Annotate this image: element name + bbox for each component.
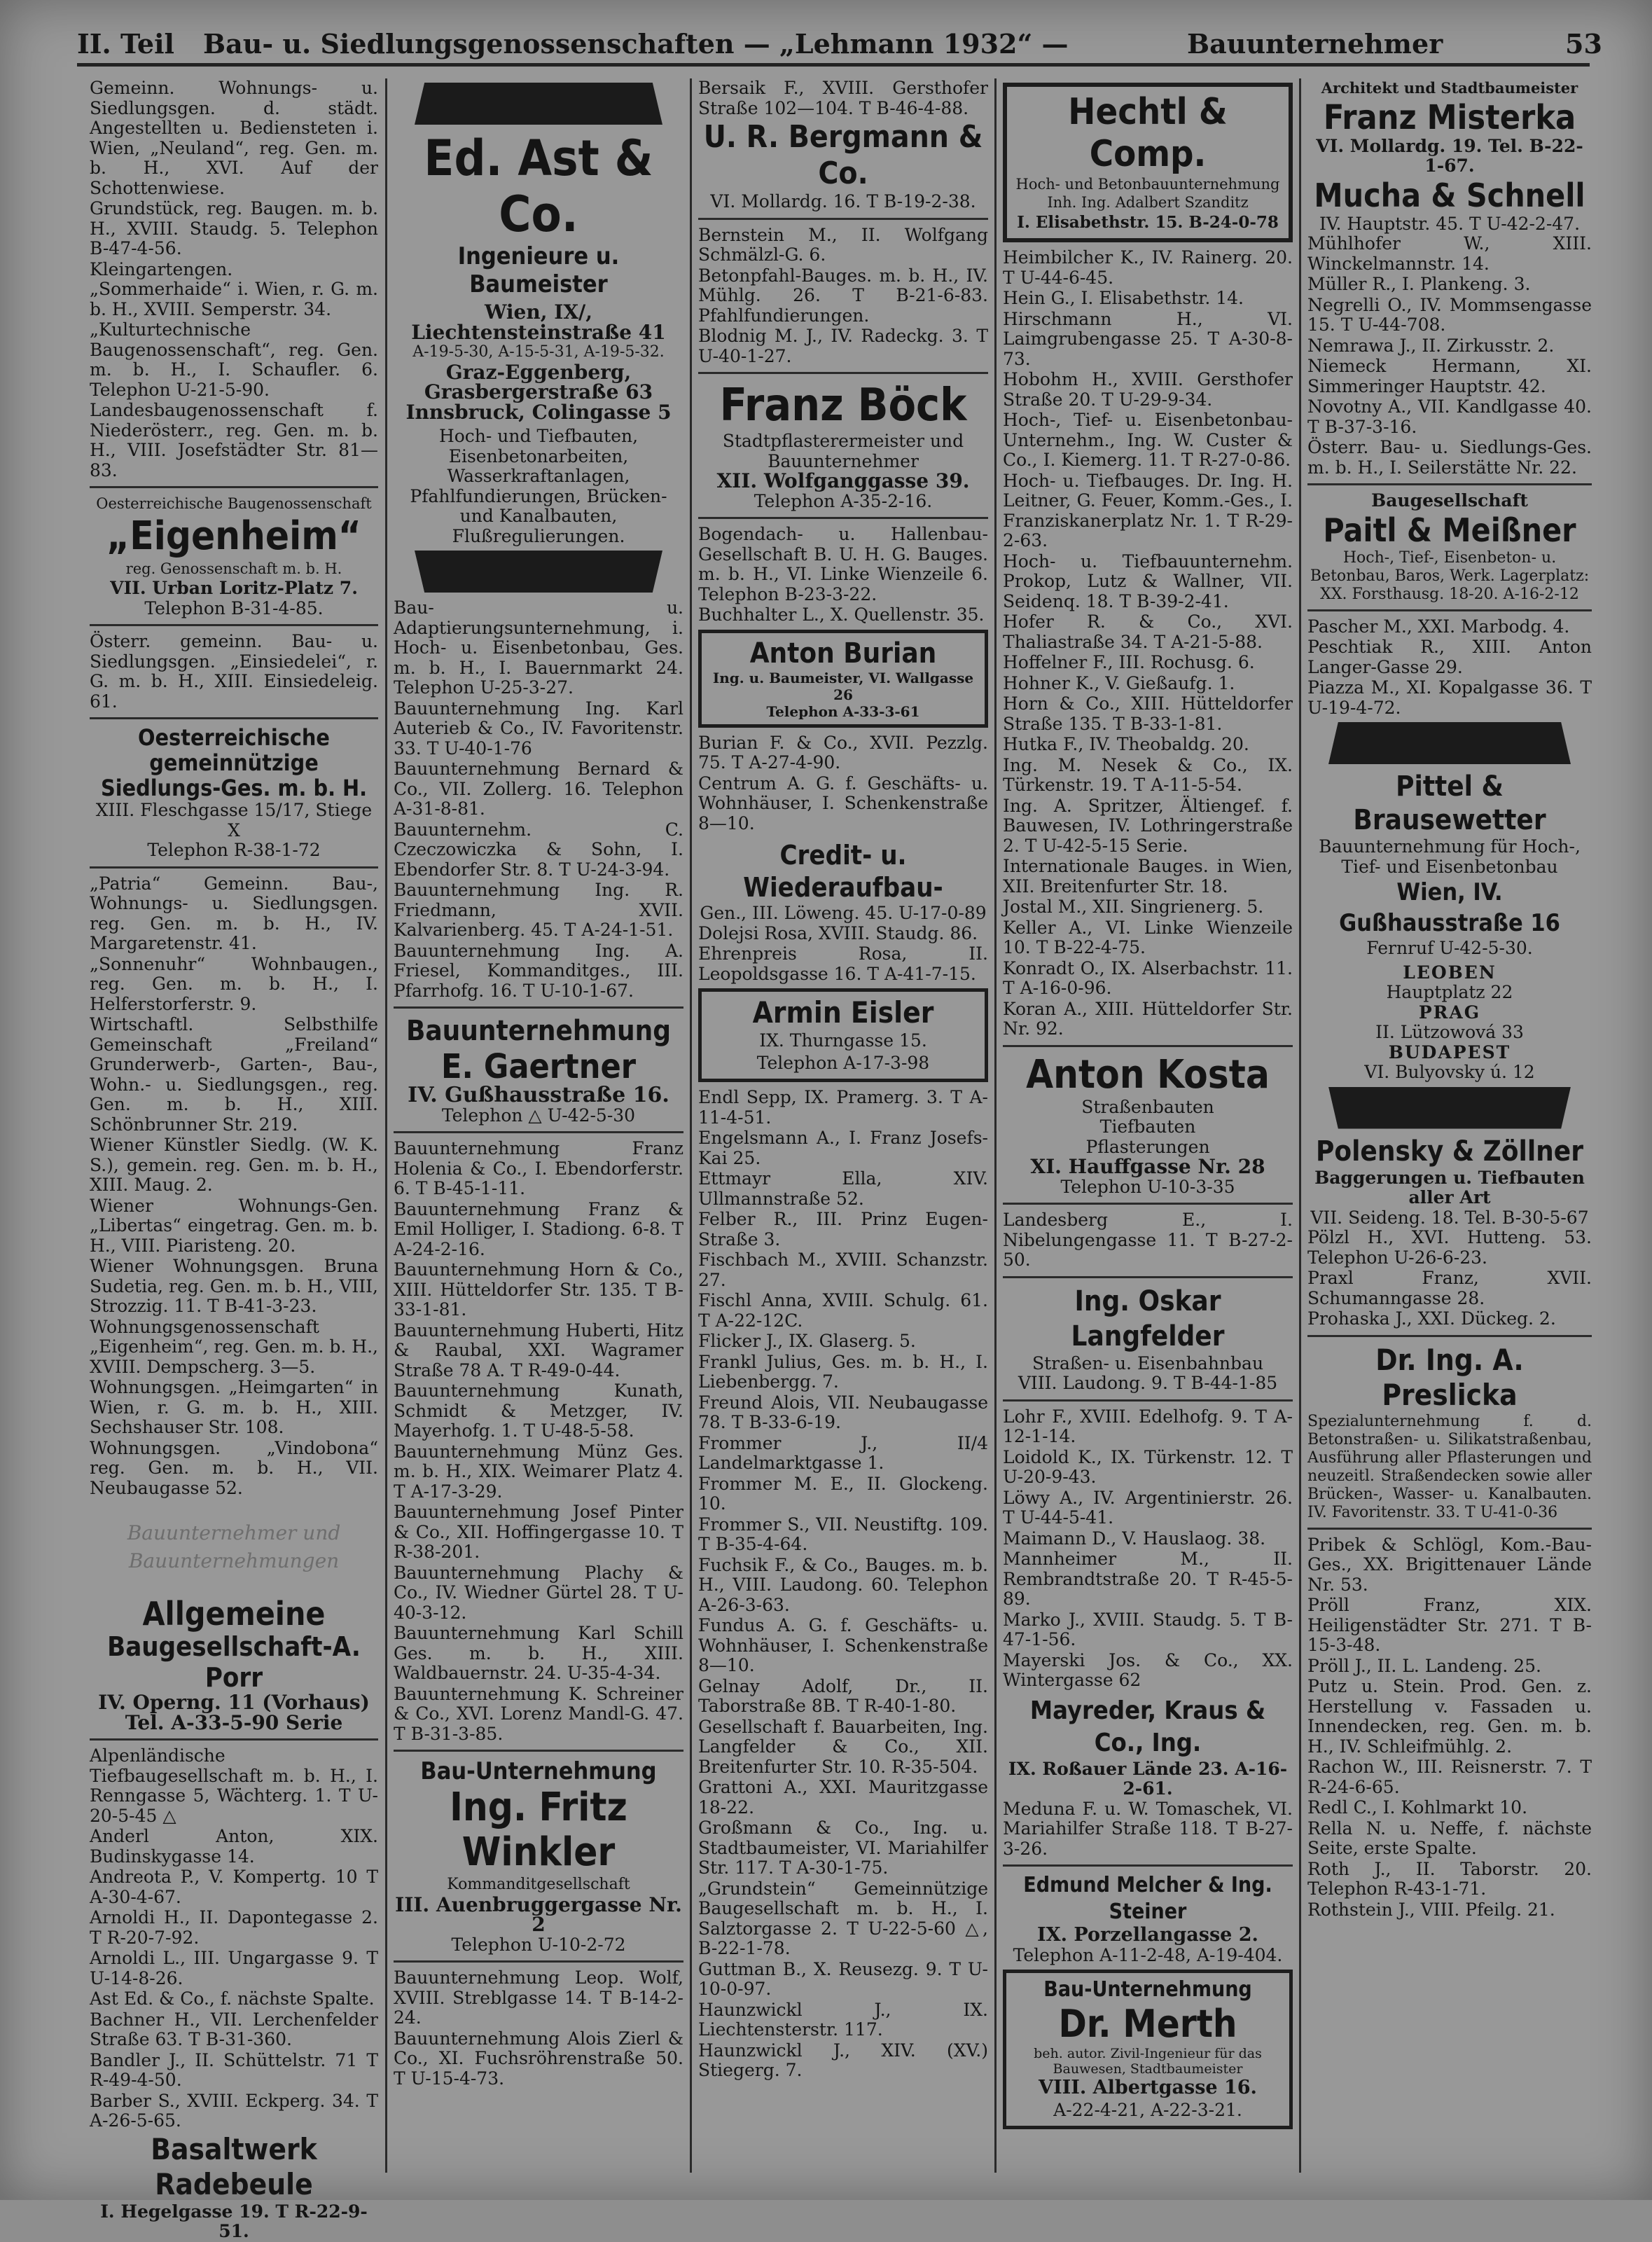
ad-eigenheim-sub: reg. Genossenschaft m. b. H. xyxy=(125,560,342,577)
ad-boeck-phone: Telephon A-35-2-16. xyxy=(754,490,933,511)
divider xyxy=(698,372,988,374)
ad-eigenheim-top: Oesterreichische Baugenossenschaft xyxy=(96,495,372,512)
header-part: II. Teil xyxy=(77,28,174,60)
listing-entry: Ing. M. Nesek & Co., IX. Türkenstr. 19. T A-11-5-54. xyxy=(1003,754,1293,795)
column-2 xyxy=(394,78,683,2173)
listing-entry: Gemeinn. Wohnungs- u. Siedlungsgen. d. städt. Angestellten u. Bediensteten i. Wien, „Neuland“, reg. Gen. m. b. H., XVI. Auf der Schottenwiese. xyxy=(90,78,378,198)
header-title: Bau- u. Siedlungsgenossenschaften — „Lehmann 1932“ — xyxy=(203,28,1069,60)
ad-kosta-l4: Pflasterungen xyxy=(1085,1136,1210,1157)
column-4 xyxy=(1003,78,1293,2173)
ad-eigenheim-name: „Eigenheim“ xyxy=(106,513,361,559)
divider xyxy=(90,486,378,488)
ad-ast-branch: Grasbergerstraße 63 xyxy=(424,380,653,403)
ad-eisler-name: Armin Eisler xyxy=(752,995,934,1030)
ad-siedlungs-ges xyxy=(90,725,378,861)
divider xyxy=(1003,1276,1293,1278)
ad-winkler-phone: Telephon U-10-2-72 xyxy=(451,1934,626,1955)
listing-entry: Bauunternehmung Leop. Wolf, XVIII. Streblgasse 14. T B-14-2-24. xyxy=(394,1967,683,2028)
ad-langfelder-address: VIII. Laudong. 9. T B-44-1-85 xyxy=(1018,1373,1278,1393)
ad-hechtl xyxy=(1003,83,1293,242)
divider xyxy=(1003,1399,1293,1402)
ad-gaertner xyxy=(394,1014,683,1126)
ad-winkler-name: Ing. Fritz Winkler xyxy=(450,1785,627,1875)
ad-winkler-l1: Bau-Unternehmung xyxy=(420,1757,657,1785)
listing-entry: Bauunternehmung Franz Holenia & Co., I. Ebendorferstr. 6. T B-45-1-11. xyxy=(394,1138,683,1198)
ad-merth-l1: Bau-Unternehmung xyxy=(1043,1977,1252,2002)
ad-gaertner-phone: Telephon △ U-42-5-30 xyxy=(441,1105,636,1126)
divider xyxy=(90,624,378,626)
listing-entry: Grundstück, reg. Baugen. m. b. H., XVIII. Staudg. 5. Telephon B-47-4-56. xyxy=(90,198,378,258)
ad-merth-l3: beh. autor. Zivil-Ingenieur für das Bauwesen, Stadtbaumeister xyxy=(1034,2046,1262,2077)
listing-entry: Mühlhofer W., XIII. Winckelmannstr. 14. xyxy=(1307,233,1592,274)
ad-boeck-address: XII. Wolfganggasse 39. xyxy=(716,469,970,492)
listing-entry: Wohnungsgenossenschaft „Eigenheim“, reg. Gen. m. b. H., XVIII. Dempscherg. 3—5. xyxy=(90,1316,378,1377)
ad-eisler-phone: Telephon A-17-3-98 xyxy=(756,1053,930,1073)
listing-entry: Landesbaugenossenschaft f. Niederösterr., reg. Gen. m. b. H., VIII. Josefstädter Str. 81—83. xyxy=(90,400,378,480)
listing-entry: Pascher M., XXI. Marbodg. 4. xyxy=(1307,616,1570,637)
ad-melcher-name: Edmund Melcher & Ing. Steiner xyxy=(1023,1873,1272,1924)
ad-paitl-description: Hoch-, Tief-, Eisenbeton- u. Betonbau, Baros, Werk. Lagerplatz: XX. Forsthausg. 18-20. A-16-2-12 xyxy=(1310,548,1590,603)
ad-porr xyxy=(90,1596,378,1733)
listing-entry: Nemrawa J., II. Zirkusstr. 2. xyxy=(1307,335,1555,356)
listing-entry: Bauunternehmung Ing. A. Friesel, Kommanditges., III. Pfarrhofg. 16. T U-10-1-67. xyxy=(394,940,683,1001)
listing-entry: Bogendach- u. Hallenbau-Gesellschaft B. U. H. G. Bauges. m. b. H., VI. Linke Wienzeile 6. Telephon B-23-3-22. xyxy=(698,524,988,604)
divider xyxy=(1003,1203,1293,1205)
column-rule xyxy=(1299,78,1301,2173)
listing-entry: Ing. A. Spritzer, Ältiengef. f. Bauwesen, IV. Lothringerstraße 2. T U-42-5-15 Serie. xyxy=(1003,795,1293,856)
listing-entry: Guttman B., X. Reusezg. 9. T U-10-0-97. xyxy=(698,1958,988,1999)
listing-entry: Kleingartengen. „Sommerhaide“ i. Wien, r. G. m. b. H., XVIII. Semperstr. 34. xyxy=(90,258,378,319)
ad-hechtl-address: I. Elisabethstr. 15. B-24-0-78 xyxy=(1017,213,1279,232)
ad-merth-address: VIII. Albertgasse 16. xyxy=(1039,2077,1257,2098)
ad-winkler-address: III. Auenbruggergasse Nr. 2 xyxy=(395,1892,682,1936)
ad-eisler xyxy=(698,988,988,1082)
divider xyxy=(1307,1335,1592,1337)
ad-merth xyxy=(1003,1970,1293,2129)
listing-entry: Hutka F., IV. Theobaldg. 20. xyxy=(1003,734,1249,754)
listing-entry: Marko J., XVIII. Staudg. 5. T B-47-1-56. xyxy=(1003,1609,1293,1649)
column-5 xyxy=(1307,78,1592,2173)
ornament-bar xyxy=(415,551,662,593)
listing-entry: Wirtschaftl. Selbsthilfe Gemeinschaft „Freiland“ Grunderwerb-, Garten-, Bau-, Wohn.- u. Siedlungsgen., reg. Gen. m. b. H., XIII. Schönbrunner Str. 219. xyxy=(90,1014,378,1135)
divider xyxy=(90,866,378,869)
ad-winkler xyxy=(394,1757,683,1955)
divider xyxy=(1307,609,1592,611)
listing-entry: Frommer S., VII. Neustiftg. 109. T B-35-4-64. xyxy=(698,1514,988,1554)
listing-entry: Andreota P., V. Kompertg. 10 T A-30-4-67. xyxy=(90,1867,378,1907)
listing-entry: Hein G., I. Elisabethstr. 14. xyxy=(1003,288,1244,308)
listing-entry: Niemeck Hermann, XI. Simmeringer Hauptstr. 42. xyxy=(1307,356,1592,396)
listing-entry: Hohner K., V. Gießaufg. 1. xyxy=(1003,672,1235,693)
listing-entry: Bauunternehmung Ing. Karl Auterieb & Co., IV. Favoritenstr. 33. T U-40-1-76 xyxy=(394,698,683,759)
divider xyxy=(1307,1528,1592,1530)
ad-ast-branch: Innsbruck, Colingasse 5 xyxy=(405,400,672,424)
listing-entry: Bauunternehmung Huberti, Hitz & Raubal, XXI. Wagramer Straße 78 A. T R-49-0-44. xyxy=(394,1320,683,1381)
listing-entry: Frankl Julius, Ges. m. b. H., I. Liebenbergg. 7. xyxy=(698,1351,988,1392)
ad-gaertner-address: IV. Gußhausstraße 16. xyxy=(408,1083,669,1107)
listing-entry: Bernstein M., II. Wolfgang Schmälzl-G. 6. xyxy=(698,224,988,265)
listing-entry: Horn & Co., XIII. Hütteldorfer Straße 135. T B-33-1-81. xyxy=(1003,693,1293,734)
listing-entry: Mayerski Jos. & Co., XX. Wintergasse 62 xyxy=(1003,1649,1293,1690)
ad-ast-city: Wien, IX/, xyxy=(484,300,593,324)
listing-entry: Heimbilcher K., IV. Rainerg. 20. T U-44-6-45. xyxy=(1003,247,1293,288)
ad-kosta-phone: Telephon U-10-3-35 xyxy=(1060,1176,1235,1197)
listing-entry: Bau- u. Adaptierungsunternehmung, i. Hoch- u. Eisenbetonbau, Ges. m. b. H., I. Bauernmarkt 24. Telephon U-25-3-27. xyxy=(394,597,683,698)
ad-burian-l2: Ing. u. Baumeister, VI. Wallgasse 26 xyxy=(712,669,974,703)
listing-entry: Prohaska J., XXI. Dückeg. 2. xyxy=(1307,1308,1556,1329)
listing-entry: Redl C., I. Kohlmarkt 10. xyxy=(1307,1797,1528,1818)
ad-kosta-l2: Straßenbauten xyxy=(1081,1096,1214,1117)
listing-entry: Wiener Wohnungsgen. Bruna Sudetia, reg. Gen. m. b. H., VIII, Strozzig. 11. T B-41-3-23. xyxy=(90,1256,378,1316)
listing-entry: Meduna F. u. W. Tomaschek, VI. Mariahilfer Straße 118. T B-27-3-26. xyxy=(1003,1798,1293,1859)
ad-kosta-name: Anton Kosta xyxy=(1026,1051,1270,1098)
ad-pittel-phone: Fernruf U-42-5-30. xyxy=(1366,938,1533,958)
ad-pittel-city-address: Hauptplatz 22 xyxy=(1386,982,1513,1002)
ad-paitl-top: Baugesellschaft xyxy=(1371,490,1528,511)
listing-entry: Ehrenpreis Rosa, II. Leopoldsgasse 16. T A-41-7-15. xyxy=(698,943,988,984)
ad-eisler-address: IX. Thurngasse 15. xyxy=(759,1030,927,1051)
ad-pittel-city-address: II. Lützowová 33 xyxy=(1375,1022,1524,1042)
listing-entry: Dolejsi Rosa, XVIII. Staudg. 86. xyxy=(698,922,978,943)
ad-melcher-address: IX. Porzellangasse 2. xyxy=(1037,1924,1258,1946)
ad-siedlungs-name: Oesterreichische gemeinnützige Siedlungs-Ges. m. b. H. xyxy=(100,724,368,801)
ad-kosta-address: XI. Hauffgasse Nr. 28 xyxy=(1030,1155,1265,1178)
ad-ast-street: Liechtensteinstraße 41 xyxy=(411,320,666,344)
ad-polensky-name: Polensky & Zöllner xyxy=(1316,1135,1583,1168)
ad-polensky-sub: Baggerungen u. Tiefbauten aller Art xyxy=(1314,1167,1585,1208)
ad-boeck-sub: Stadtpflasterermeister und Bauunternehmer xyxy=(722,431,964,471)
ad-burian-name: Anton Burian xyxy=(749,637,937,670)
listing-entry: Centrum A. G. f. Geschäfts- u. Wohnhäuser, I. Schenkenstraße 8—10. xyxy=(698,773,988,833)
column-3 xyxy=(698,78,988,2173)
listing-entry: Roth J., II. Taborstr. 20. Telephon R-43-1-71. xyxy=(1307,1858,1592,1899)
listing-entry: Arnoldi H., II. Dapontegasse 2. T R-20-7-92. xyxy=(90,1907,378,1948)
listing-entry: Maimann D., V. Hauslaog. 38. xyxy=(1003,1528,1266,1549)
listing-entry: Hoch-, Tief- u. Eisenbetonbau-Unternehm., Ing. W. Custer & Co., I. Kiemerg. 11. T R-27-0-86. xyxy=(1003,410,1293,470)
column-rule xyxy=(385,78,387,2173)
ornament-bar xyxy=(415,83,662,125)
ad-basaltwerk xyxy=(90,2132,378,2242)
ad-burian xyxy=(698,630,988,728)
listing-entry: Rachon W., III. Reisnerstr. 7. T R-24-6-65. xyxy=(1307,1757,1592,1797)
listing-entry: Bauunternehm. C. Czeczowiczka & Sohn, I. Ebendorfer Str. 8. T U-24-3-94. xyxy=(394,819,683,880)
listing-entry: Bauunternehmung Karl Schill Ges. m. b. H., XIII. Waldbauernstr. 24. U-35-4-34. xyxy=(394,1623,683,1683)
listing-entry: Endl Sepp, IX. Pramerg. 3. T A-11-4-51. xyxy=(698,1087,988,1128)
listing-entry: Bauunternehmung Kunath, Schmidt & Metzger, IV. Mayerhofg. 1. T U-48-5-58. xyxy=(394,1381,683,1441)
ad-mayreder-name: Mayreder, Kraus & Co., Ing. xyxy=(1029,1696,1266,1757)
listing-entry: Barber S., XVIII. Eckperg. 34. T A-26-5-65. xyxy=(90,2090,378,2131)
listing-entry: Gelnay Adolf, Dr., II. Taborstraße 8B. T R-40-1-80. xyxy=(698,1675,988,1716)
listing-entry: Bauunternehmung Münz Ges. m. b. H., XIX. Weimarer Platz 4. T A-17-3-29. xyxy=(394,1441,683,1502)
listing-entry: Bauunternehmung K. Schreiner & Co., XVI. Lorenz Mandl-G. 47. T B-31-3-85. xyxy=(394,1683,683,1744)
divider xyxy=(394,1006,683,1009)
listing-entry: Hirschmann H., VI. Laimgrubengasse 25. T A-30-8-73. xyxy=(1003,308,1293,369)
listing-entry: Hoffelner F., III. Rochusg. 6. xyxy=(1003,652,1255,672)
listing-entry: Frommer J., II/4 Landelmarktgasse 1. xyxy=(698,1432,988,1473)
ad-burian-phone: Telephon A-33-3-61 xyxy=(766,703,920,720)
divider xyxy=(394,1131,683,1133)
listing-entry: Hoch- u. Tiefbauges. Dr. Ing. H. Leitner, G. Feuer, Komm.-Ges., I. Franziskanerplatz Nr. 1. T R-29-2-63. xyxy=(1003,470,1293,551)
listing-entry: Internationale Bauges. in Wien, XII. Breitenfurter Str. 18. xyxy=(1003,856,1293,897)
listing-entry: Wohnungsgen. „Heimgarten“ in Wien, r. G. m. b. H., XIII. Sechshauser Str. 108. xyxy=(90,1377,378,1437)
listing-entry: Freund Alois, VII. Neubaugasse 78. T B-33-6-19. xyxy=(698,1392,988,1432)
ad-porr-phone: Tel. A-33-5-90 Serie xyxy=(125,1710,343,1734)
listing-entry: Bauunternehmung Alois Zierl & Co., XI. Fuchsröhrenstraße 50. T U-15-4-73. xyxy=(394,2028,683,2089)
ad-gaertner-l1: Bauunternehmung xyxy=(405,1015,672,1047)
listing-entry: Bauunternehmung Ing. R. Friedmann, XVII. Kalvarienberg. 45. T A-24-1-51. xyxy=(394,880,683,940)
ad-polensky xyxy=(1307,1135,1592,1229)
ad-ast xyxy=(394,130,683,546)
ad-ast-name: Ed. Ast & Co. xyxy=(424,130,653,243)
listing-entry: Wiener Künstler Siedlg. (W. K. S.), gemein. reg. Gen. m. b. H., XIII. Maug. 2. xyxy=(90,1135,378,1195)
ad-pittel-city-address: VI. Bulyovsky ú. 12 xyxy=(1364,1062,1535,1082)
listing-entry: Haunzwickl J., XIV. (XV.) Stiegerg. 7. xyxy=(698,2040,988,2080)
listing-entry: Ettmayr Ella, XIV. Ullmannstraße 52. xyxy=(698,1168,988,1209)
listing-entry: Lohr F., XVIII. Edelhofg. 9. T A-12-1-14. xyxy=(1003,1406,1293,1446)
ad-kosta-l3: Tiefbauten xyxy=(1099,1116,1196,1137)
ad-bergmann-name: U. R. Bergmann & Co. xyxy=(703,119,983,191)
ad-pittel-address: Wien, IV. Gußhausstraße 16 xyxy=(1339,878,1560,937)
ad-preslicka xyxy=(1307,1343,1592,1522)
ad-misterka-name: Franz Misterka xyxy=(1323,97,1576,137)
ad-basaltwerk-address: I. Hegelgasse 19. T R-22-9-51. xyxy=(100,2201,368,2241)
ad-mucha-address: IV. Hauptstr. 45. T U-42-2-47. xyxy=(1319,213,1581,234)
divider xyxy=(1307,483,1592,485)
listing-entry: Bauunternehmung Plachy & Co., IV. Wiedner Gürtel 28. T U-40-3-12. xyxy=(394,1562,683,1623)
listing-entry: Jostal M., XII. Singrienerg. 5. xyxy=(1003,897,1264,917)
listing-entry: Müller R., I. Plankeng. 3. xyxy=(1307,274,1531,294)
listing-entry: Pröll Franz, XIX. Heiligenstädter Str. 271. T B-15-3-48. xyxy=(1307,1595,1592,1655)
listing-entry: Bauunternehmung Josef Pinter & Co., XII. Hoffingergasse 10. T R-38-201. xyxy=(394,1502,683,1562)
ornament-bar xyxy=(1328,722,1571,764)
ad-pittel-city: LEOBEN xyxy=(1403,962,1497,983)
ad-basaltwerk-name: Basaltwerk Radebeule xyxy=(151,2131,317,2201)
divider xyxy=(1003,1045,1293,1047)
listing-entry: „Grundstein“ Gemeinnützige Baugesellschaft m. b. H., I. Salztorgasse 2. T U-22-5-60 △, B-22-1-78. xyxy=(698,1878,988,1958)
ad-gaertner-name: E. Gaertner xyxy=(440,1047,637,1086)
ad-langfelder-name: Ing. Oskar Langfelder xyxy=(1071,1285,1225,1352)
listing-entry: Anderl Anton, XIX. Budinskygasse 14. xyxy=(90,1826,378,1867)
ad-credit-address: Gen., III. Löweng. 45. U-17-0-89 xyxy=(700,903,987,923)
ad-bergmann-address: VI. Mollardg. 16. T B-19-2-38. xyxy=(710,191,976,212)
listing-entry: Bauunternehmung Bernard & Co., VII. Zollerg. 16. Telephon A-31-8-81. xyxy=(394,759,683,819)
ad-ast-phone: A-19-5-30, A-15-5-31, A-19-5-32. xyxy=(412,343,665,361)
listing-entry: Felber R., III. Prinz Eugen-Straße 3. xyxy=(698,1209,988,1250)
listing-entry: Loidold K., IX. Türkenstr. 12. T U-20-9-43. xyxy=(1003,1446,1293,1487)
header-section: Bauunternehmer xyxy=(1187,28,1443,60)
ad-ast-description: Hoch- und Tiefbauten, Eisenbetonarbeiten, Wasserkraftanlagen, Pfahlfundierungen, Brücken- und Kanalbauten, Flußregulierungen. xyxy=(410,426,667,546)
divider xyxy=(698,218,988,220)
ad-langfelder-l2: Straßen- u. Eisenbahnbau xyxy=(1032,1352,1264,1373)
listing-entry: Pröll J., II. L. Landeng. 25. xyxy=(1307,1655,1541,1676)
ad-merth-name: Dr. Merth xyxy=(1058,2002,1237,2046)
ad-eigenheim-address: VII. Urban Loritz-Platz 7. xyxy=(110,578,358,598)
column-rule xyxy=(690,78,692,2173)
ad-preslicka-name: Dr. Ing. A. Preslicka xyxy=(1375,1342,1524,1412)
ad-siedlungs-phone: Telephon R-38-1-72 xyxy=(147,840,321,860)
listing-entry: Löwy A., IV. Argentinierstr. 26. T U-44-5-41. xyxy=(1003,1487,1293,1528)
ad-misterka xyxy=(1307,78,1592,177)
ad-polensky-address: VII. Seideng. 18. Tel. B-30-5-67 xyxy=(1310,1207,1589,1228)
ad-porr-name: Baugesellschaft-A. Porr xyxy=(107,1631,361,1693)
ad-eigenheim xyxy=(90,494,378,618)
listing-entry: Ast Ed. & Co., f. nächste Spalte. xyxy=(90,1988,375,2009)
listing-entry: Bandler J., II. Schüttelstr. 71 T R-49-4-50. xyxy=(90,2049,378,2090)
ad-siedlungs-address: XIII. Fleschgasse 15/17, Stiege X xyxy=(95,800,373,840)
listing-entry: Rothstein J., VIII. Pfeilg. 21. xyxy=(1307,1899,1555,1920)
running-header xyxy=(77,27,1602,67)
ad-paitl-name: Paitl & Meißner xyxy=(1323,511,1576,549)
ad-mucha-name: Mucha & Schnell xyxy=(1314,176,1585,214)
ad-langfelder xyxy=(1003,1284,1293,1394)
ad-kosta xyxy=(1003,1053,1293,1198)
ad-pittel-name: Pittel & Brausewetter xyxy=(1353,770,1546,836)
listing-entry: Keller A., VI. Linke Wienzeile 10. T B-22-4-75. xyxy=(1003,917,1293,957)
ad-preslicka-description: Spezialunternehmung f. d. Betonstraßen- u. Silikatstraßenbau, Ausführung aller Pflasterungen und neuzeitl. Straßendecken sowie aller Brücken-, Wasser- u. Kanalbauten. IV. Favoritenstr. 33. T U-41-0-36 xyxy=(1307,1412,1592,1521)
ad-eigenheim-phone: Telephon B-31-4-85. xyxy=(144,597,324,618)
ad-pittel-description: Bauunternehmung für Hoch-, Tief- und Eisenbetonbau xyxy=(1319,836,1581,877)
listing-entry: Bauunternehmung Horn & Co., XIII. Hütteldorfer Str. 135. T B-33-1-81. xyxy=(394,1259,683,1320)
listing-entry: Landesberg E., I. Nibelungengasse 11. T B-27-2-50. xyxy=(1003,1210,1293,1270)
ad-ast-sub: Ingenieure u. Baumeister xyxy=(457,242,620,298)
ad-pittel-city: PRAG xyxy=(1418,1002,1481,1023)
ad-merth-phone: A-22-4-21, A-22-3-21. xyxy=(1053,2100,1242,2120)
listing-entry: Betonpfahl-Bauges. m. b. H., IV. Mühlg. 26. T B-21-6-83. Pfahlfundierungen. xyxy=(698,265,988,326)
ad-mayreder-address: IX. Roßauer Lände 23. A-16-2-61. xyxy=(1008,1758,1288,1799)
ad-boeck-name: Franz Böck xyxy=(719,380,967,431)
listing-entry: „Sonnenuhr“ Wohnbaugen., reg. Gen. m. b. H., I. Helferstorferstr. 9. xyxy=(90,953,378,1014)
listing-entry: Grattoni A., XXI. Mauritzgasse 18-22. xyxy=(698,1777,988,1818)
listing-entry: Hoch- u. Tiefbauunternehm. Prokop, Lutz & Wallner, VII. Seidenq. 18. T B-39-2-41. xyxy=(1003,551,1293,611)
listing-entry: Pribek & Schlögl, Kom.-Bau-Ges., XX. Brigittenauer Lände Nr. 53. xyxy=(1307,1534,1592,1595)
listing-entry: Fischbach M., XVIII. Schanzstr. 27. xyxy=(698,1250,988,1290)
divider xyxy=(90,1738,378,1741)
ad-misterka-address: VI. Mollardg. 19. Tel. B-22-1-67. xyxy=(1316,135,1583,176)
ad-ast-branch: Graz-Eggenberg, xyxy=(445,360,632,384)
section-heading: Bauunternehmer und Bauunternehmungen xyxy=(127,1521,341,1572)
ad-porr-address: IV. Operng. 11 (Vorhaus) xyxy=(98,1691,370,1714)
page-number: 53 xyxy=(1565,28,1602,60)
divider xyxy=(698,517,988,519)
listing-entry: Piazza M., XI. Kopalgasse 36. T U-19-4-72. xyxy=(1307,677,1592,718)
listing-entry: Engelsmann A., I. Franz Josefs-Kai 25. xyxy=(698,1128,988,1168)
ornament-bar xyxy=(1328,1087,1571,1129)
listing-entry: Putz u. Stein. Prod. Gen. z. Herstellung v. Fassaden u. Innendecken, reg. Gen. m. b. H., IV. Schleifmühlg. 2. xyxy=(1307,1676,1592,1757)
divider xyxy=(90,717,378,719)
listing-entry: Peschtiak R., XIII. Anton Langer-Gasse 29. xyxy=(1307,637,1592,677)
listing-entry: Mannheimer M., II. Rembrandtstraße 20. T R-45-5-89. xyxy=(1003,1549,1293,1609)
listing-entry: Novotny A., VII. Kandlgasse 40. T B-37-3-16. xyxy=(1307,396,1592,437)
ad-winkler-l3: Kommanditgesellschaft xyxy=(447,1876,630,1893)
listing-entry: Bauunternehmung Franz & Emil Holliger, I. Stadiong. 6-8. T A-24-2-16. xyxy=(394,1198,683,1259)
column-rule xyxy=(994,78,997,2173)
listing-entry: Frommer M. E., II. Glockeng. 10. xyxy=(698,1473,988,1514)
listing-entry: Arnoldi L., III. Ungargasse 9. T U-14-8-26. xyxy=(90,1948,378,1988)
ad-misterka-top: Architekt und Stadtbaumeister xyxy=(1321,79,1578,97)
divider xyxy=(394,1960,683,1963)
listing-entry: Buchhalter L., X. Quellenstr. 35. xyxy=(698,604,985,625)
listing-entry: Negrelli O., IV. Mommsengasse 15. T U-44-708. xyxy=(1307,294,1592,335)
listing-entry: „Kulturtechnische Baugenossenschaft“, reg. Gen. m. b. H., I. Schaufler. 6. Telephon U-21-5-90. xyxy=(90,319,378,400)
listing-entry: Bachner H., VII. Lerchenfelder Straße 63. T B-31-360. xyxy=(90,2009,378,2049)
listing-entry: Fundus A. G. f. Geschäfts- u. Wohnhäuser, I. Schenkenstraße 8—10. xyxy=(698,1615,988,1675)
listing-entry: Bersaik F., XVIII. Gersthofer Straße 102—104. T B-46-4-88. xyxy=(698,78,988,118)
listing-entry: Hobohm H., XVIII. Gersthofer Straße 20. T U-29-9-34. xyxy=(1003,369,1293,410)
listing-entry: Alpenländische Tiefbaugesellschaft m. b. H., I. Renngasse 5, Wächterg. 1. T U-20-5-45 △ xyxy=(90,1745,378,1826)
listing-entry: Österr. gemeinn. Bau- u. Siedlungsgen. „Einsiedelei“, r. G. m. b. H., XIII. Einsiedeleig. 61. xyxy=(90,631,378,712)
column-1 xyxy=(90,78,378,2241)
ad-boeck xyxy=(698,380,988,511)
listing-entry: Burian F. & Co., XVII. Pezzlg. 75. T A-27-4-90. xyxy=(698,732,988,773)
listing-entry: Flicker J., IX. Glaserg. 5. xyxy=(698,1331,916,1351)
ad-pittel xyxy=(1307,770,1592,1083)
listing-entry: Pölzl H., XVI. Hutteng. 53. Telephon U-26-6-23. xyxy=(1307,1227,1592,1268)
ad-pittel-city: BUDAPEST xyxy=(1388,1042,1511,1063)
listing-entry: Wohnungsgen. „Vindobona“ reg. Gen. m. b. H., VII. Neubaugasse 52. xyxy=(90,1437,378,1498)
ad-porr-l1: Allgemeine xyxy=(142,1595,326,1633)
listing-entry: Koran A., XIII. Hütteldorfer Str. Nr. 92. xyxy=(1003,998,1293,1039)
listing-entry: Großmann & Co., Ing. u. Stadtbaumeister, VI. Mariahilfer Str. 117. T A-30-1-75. xyxy=(698,1818,988,1878)
ad-hechtl-l3: Inh. Ing. Adalbert Szanditz xyxy=(1047,194,1249,211)
listing-entry: Haunzwickl J., IX. Liechtensterstr. 117. xyxy=(698,1999,988,2040)
ad-hechtl-l2: Hoch- und Betonbauunternehmung xyxy=(1015,176,1280,193)
listing-entry: Wiener Wohnungs-Gen. „Libertas“ eingetrag. Gen. m. b. H., VIII. Piaristeng. 20. xyxy=(90,1195,378,1256)
listing-entry: Fischl Anna, XVIII. Schulg. 61. T A-22-12C. xyxy=(698,1290,988,1331)
listing-entry: Gesellschaft f. Bauarbeiten, Ing. Langfelder & Co., XII. Breitenfurter Str. 10. R-35-504. xyxy=(698,1716,988,1777)
listing-entry: Fuchsik F., & Co., Bauges. m. b. H., VIII. Laudong. 60. Telephon A-26-3-63. xyxy=(698,1554,988,1615)
listing-entry: Blodnig M. J., IV. Radeckg. 3. T U-40-1-27. xyxy=(698,326,988,366)
listing-entry: Hofer R. & Co., XVI. Thaliastraße 34. T A-21-5-88. xyxy=(1003,611,1293,652)
listing-entry: „Patria“ Gemeinn. Bau-, Wohnungs- u. Siedlungsgen. reg. Gen. m. b. H., IV. Margaretenstr. 41. xyxy=(90,873,378,953)
listing-entry: Rella N. u. Neffe, f. nächste Seite, erste Spalte. xyxy=(1307,1818,1592,1858)
ad-melcher xyxy=(1003,1872,1293,1965)
listing-entry: Österr. Bau- u. Siedlungs-Ges. m. b. H., I. Seilerstätte Nr. 22. xyxy=(1307,437,1592,478)
ad-hechtl-name: Hechtl & Comp. xyxy=(1068,91,1228,175)
listing-entry: Konradt O., IX. Alserbachstr. 11. T A-16-0-96. xyxy=(1003,957,1293,998)
listing-entry: Praxl Franz, XVII. Schumanngasse 28. xyxy=(1307,1268,1592,1308)
divider xyxy=(1003,1864,1293,1867)
ad-paitl xyxy=(1307,491,1592,604)
ad-melcher-phone: Telephon A-11-2-48, A-19-404. xyxy=(1013,1944,1283,1965)
divider xyxy=(394,1750,683,1752)
ad-credit-name: Credit- u. Wiederaufbau- xyxy=(743,840,943,903)
